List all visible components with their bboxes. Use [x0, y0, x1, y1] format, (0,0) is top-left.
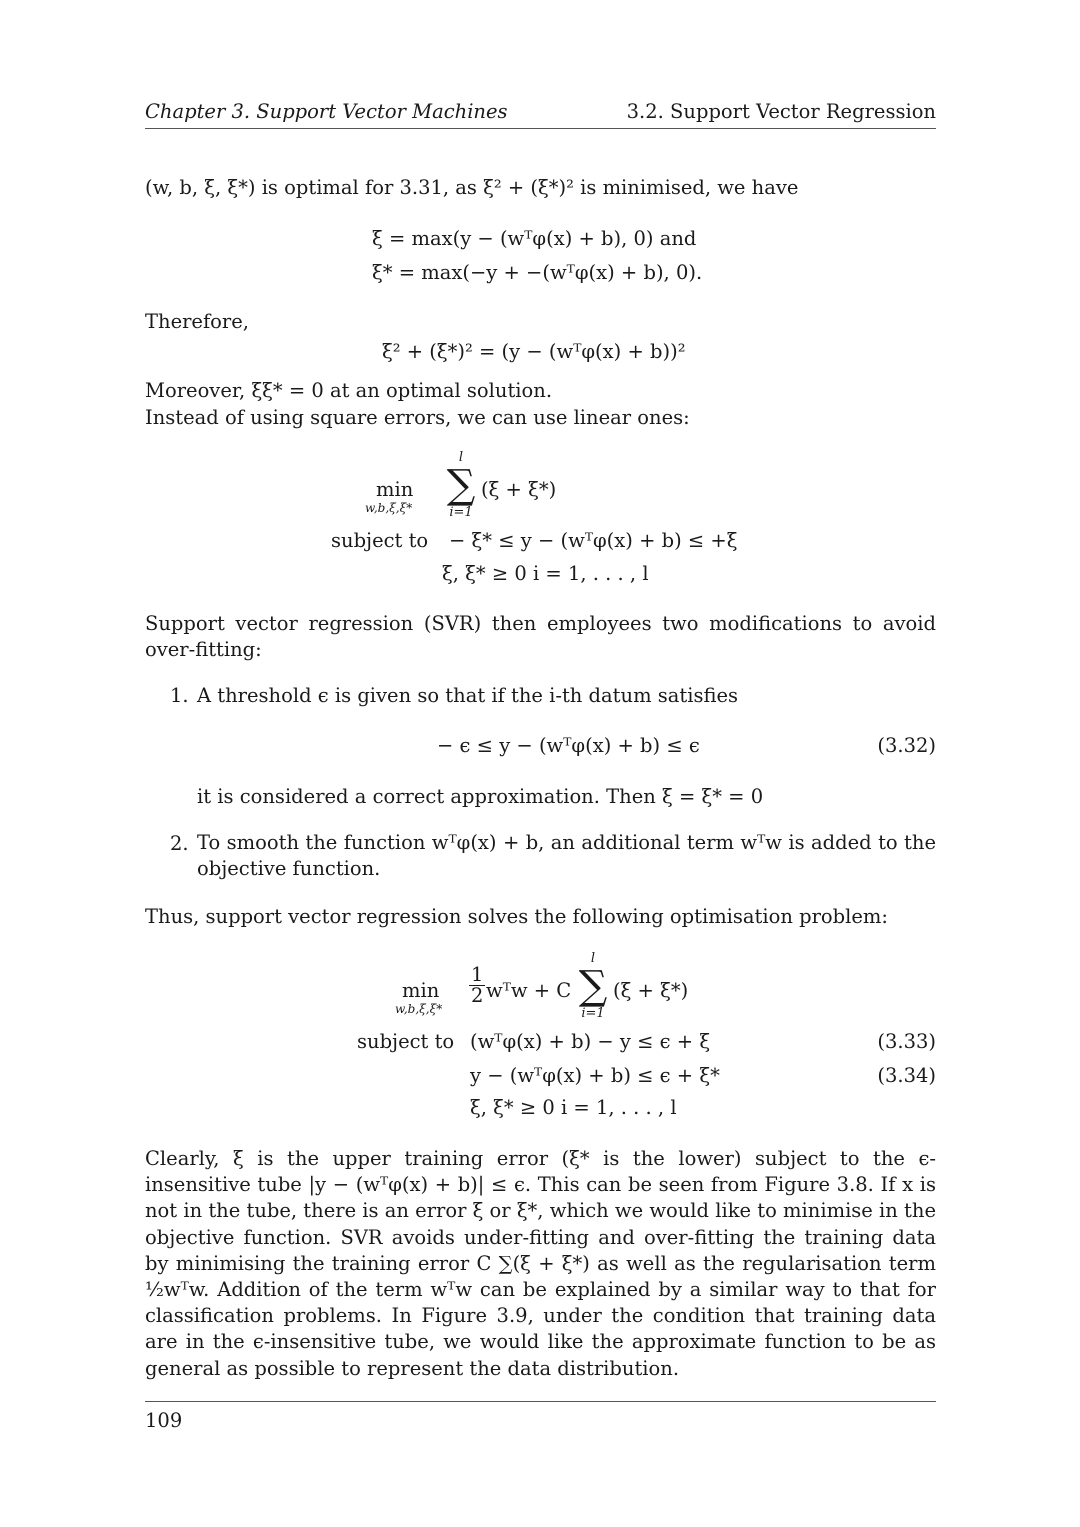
equation-squared: ξ² + (ξ*)² = (y − (wᵀφ(x) + b))² [382, 340, 686, 363]
svr-sum-upper-limit: l [590, 951, 596, 966]
svr-sum-lower-limit: i=1 [581, 1006, 605, 1021]
section-title: 3.2. Support Vector Regression [626, 100, 936, 123]
svr-objective-a: wᵀw + C [486, 979, 572, 1002]
chapter-title: Chapter 3. Support Vector Machines [145, 100, 508, 123]
sigma-symbol: ∑ [446, 462, 476, 508]
equation-xi: ξ = max(y − (wᵀφ(x) + b), 0) and [372, 227, 697, 250]
instead-line: Instead of using square errors, we can use linear ones: [145, 406, 690, 429]
min-label: min [376, 478, 414, 501]
list-item-1-number: 1. [170, 684, 189, 707]
svr-intro-paragraph: Support vector regression (SVR) then employees two modifications to avoid over-fitting: [145, 612, 936, 662]
linear-constraint-2: ξ, ξ* ≥ 0 i = 1, . . . , l [442, 562, 649, 585]
svr-sum-operator [573, 951, 613, 1021]
svr-min-label: min [402, 979, 440, 1002]
equation-number-3-34: (3.34) [877, 1064, 936, 1087]
footer-rule [145, 1401, 936, 1402]
half-denominator: 2 [471, 984, 484, 1007]
intro-line: (w, b, ξ, ξ*) is optimal for 3.31, as ξ² + (ξ*)² is minimised, we have [145, 176, 799, 199]
therefore-label: Therefore, [145, 310, 249, 333]
equation-3-32: − ϵ ≤ y − (wᵀφ(x) + b) ≤ ϵ [437, 734, 700, 757]
linear-objective: (ξ + ξ*) [481, 478, 557, 501]
svr-subject-to-label: subject to [357, 1030, 455, 1053]
running-header [145, 100, 936, 129]
svr-min-subscript: w,b,ξ,ξ* [395, 1002, 443, 1016]
svr-constraint-nonneg: ξ, ξ* ≥ 0 i = 1, . . . , l [470, 1096, 677, 1119]
constraint-3-33: (wᵀφ(x) + b) − y ≤ ϵ + ξ [470, 1030, 711, 1053]
closing-paragraph: Clearly, ξ is the upper training error (ξ* is the lower) subject to the ϵ-insensitive tube |y − (wᵀφ(x) + b)| ≤ ϵ. This can be seen from Figure 3.8. If x is not in the tube, there is an error ξ or ξ*, which we would like to minimise in the objective function. SVR avoids under-fitting and over-fitting the training data by minimising the training error C ∑(ξ + ξ*) as well as the regularisation term ½wᵀw. Addition of the term wᵀw can be explained by a similar way to that for classification problems. In Figure 3.9, under the condition that training data are in the ϵ-insensitive tube, we would like the approximate function to be as general as possible to represent the data distribution. [145, 1147, 936, 1380]
subject-to-label: subject to [331, 529, 429, 552]
equation-number-3-33: (3.33) [877, 1030, 936, 1053]
linear-constraint-1: − ξ* ≤ y − (wᵀφ(x) + b) ≤ +ξ [449, 529, 738, 552]
half-numerator: 1 [471, 963, 484, 986]
constraint-3-34: y − (wᵀφ(x) + b) ≤ ϵ + ξ* [470, 1064, 720, 1087]
thus-line: Thus, support vector regression solves the following optimisation problem: [145, 905, 888, 928]
sum-lower-limit: i=1 [449, 505, 473, 520]
equation-number-3-32: (3.32) [877, 734, 936, 757]
sum-upper-limit: l [458, 450, 464, 465]
list-item-2-text: To smooth the function wᵀφ(x) + b, an additional term wᵀw is added to the objective function. [197, 831, 936, 881]
min-subscript: w,b,ξ,ξ* [365, 501, 413, 515]
moreover-line: Moreover, ξξ* = 0 at an optimal solution. [145, 379, 553, 402]
equation-xi-star: ξ* = max(−y + −(wᵀφ(x) + b), 0). [372, 261, 703, 284]
svr-objective-b: (ξ + ξ*) [613, 979, 689, 1002]
list-item-1-after: it is considered a correct approximation. Then ξ = ξ* = 0 [197, 785, 764, 808]
half-fraction [469, 965, 485, 1006]
svr-sigma-symbol: ∑ [578, 963, 608, 1009]
list-item-1-text: A threshold ϵ is given so that if the i-th datum satisfies [197, 684, 739, 707]
sum-operator [441, 450, 481, 520]
list-item-2-number: 2. [170, 832, 189, 855]
page-number: 109 [145, 1409, 183, 1432]
